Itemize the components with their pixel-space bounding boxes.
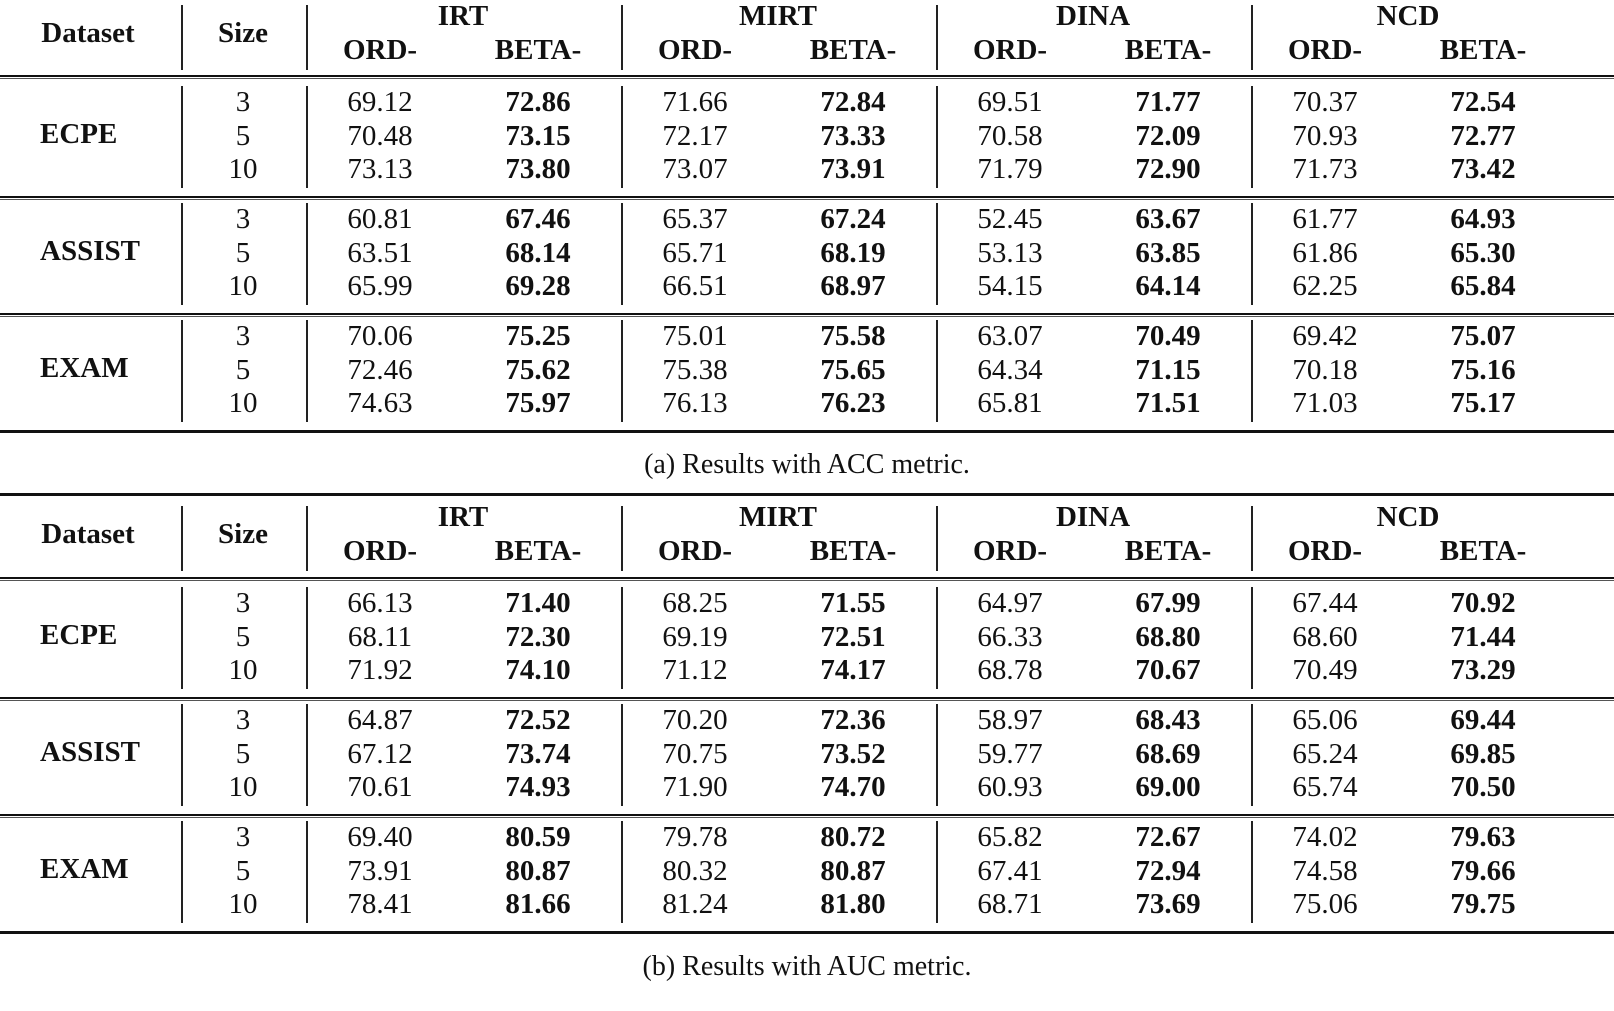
column-divider bbox=[181, 506, 183, 571]
ord-value-cell: 68.60 bbox=[1292, 620, 1358, 653]
beta-value-cell: 72.09 bbox=[1135, 119, 1201, 152]
dataset-name: EXAM bbox=[40, 853, 129, 885]
ord-value-cell: 54.15 bbox=[977, 270, 1043, 302]
column-divider bbox=[306, 506, 308, 571]
column-divider bbox=[936, 704, 938, 806]
size-cell: 10 bbox=[228, 771, 258, 803]
ord-value-cell: 64.87 bbox=[347, 704, 413, 736]
beta-value-cell: 64.14 bbox=[1135, 270, 1201, 302]
column-divider bbox=[181, 704, 183, 806]
ord-value-cell: 66.33 bbox=[977, 620, 1043, 653]
beta-value-cell: 73.91 bbox=[820, 153, 886, 185]
beta-value-cell: 71.40 bbox=[505, 587, 571, 619]
column-divider bbox=[621, 506, 623, 571]
ord-value-cell: 70.18 bbox=[1292, 353, 1358, 386]
beta-value-cell: 76.23 bbox=[820, 387, 886, 419]
size-cell: 10 bbox=[228, 654, 258, 686]
ord-value-cell: 70.93 bbox=[1292, 119, 1358, 152]
beta-value-cell: 68.14 bbox=[505, 236, 571, 269]
beta-value-cell: 73.29 bbox=[1450, 654, 1516, 686]
header-rule-inner bbox=[0, 580, 1614, 581]
beta-value-cell: 65.30 bbox=[1450, 236, 1516, 269]
column-divider bbox=[306, 587, 308, 689]
ord-value-cell: 75.38 bbox=[662, 353, 728, 386]
beta-value-cell: 72.86 bbox=[505, 86, 571, 118]
size-cell: 3 bbox=[235, 320, 251, 352]
beta-value-cell: 71.77 bbox=[1135, 86, 1201, 118]
ord-value-cell: 64.34 bbox=[977, 353, 1043, 386]
ord-value-cell: 74.58 bbox=[1292, 854, 1358, 887]
ord-value-cell: 67.41 bbox=[977, 854, 1043, 887]
size-cell: 10 bbox=[228, 888, 258, 920]
ord-value-cell: 68.71 bbox=[977, 888, 1043, 920]
ord-value-cell: 73.13 bbox=[347, 153, 413, 185]
beta-value-cell: 74.70 bbox=[820, 771, 886, 803]
header-variant: ORD- bbox=[972, 535, 1048, 567]
column-divider bbox=[1251, 506, 1253, 571]
beta-value-cell: 73.74 bbox=[505, 737, 571, 770]
beta-value-cell: 79.63 bbox=[1450, 821, 1516, 853]
beta-value-cell: 75.58 bbox=[820, 320, 886, 352]
ord-value-cell: 74.02 bbox=[1292, 821, 1358, 853]
column-divider bbox=[306, 704, 308, 806]
beta-value-cell: 80.72 bbox=[820, 821, 886, 853]
beta-value-cell: 65.84 bbox=[1450, 270, 1516, 302]
column-divider bbox=[181, 587, 183, 689]
ord-value-cell: 65.99 bbox=[347, 270, 413, 302]
beta-value-cell: 73.69 bbox=[1135, 888, 1201, 920]
ord-value-cell: 65.71 bbox=[662, 236, 728, 269]
header-variant: ORD- bbox=[1287, 34, 1363, 66]
header-variant: ORD- bbox=[972, 34, 1048, 66]
beta-value-cell: 74.93 bbox=[505, 771, 571, 803]
table-bottom-rule bbox=[0, 931, 1614, 934]
beta-value-cell: 79.75 bbox=[1450, 888, 1516, 920]
ord-value-cell: 58.97 bbox=[977, 704, 1043, 736]
beta-value-cell: 72.84 bbox=[820, 86, 886, 118]
header-model: MIRT bbox=[739, 501, 817, 533]
column-divider bbox=[1251, 821, 1253, 923]
ord-value-cell: 65.81 bbox=[977, 387, 1043, 419]
ord-value-cell: 74.63 bbox=[347, 387, 413, 419]
ord-value-cell: 71.73 bbox=[1292, 153, 1358, 185]
size-cell: 10 bbox=[228, 153, 258, 185]
ord-value-cell: 70.75 bbox=[662, 737, 728, 770]
ord-value-cell: 71.12 bbox=[662, 654, 728, 686]
beta-value-cell: 73.15 bbox=[505, 119, 571, 152]
size-cell: 5 bbox=[235, 353, 251, 386]
ord-value-cell: 67.12 bbox=[347, 737, 413, 770]
beta-value-cell: 68.97 bbox=[820, 270, 886, 302]
size-cell: 3 bbox=[235, 704, 251, 736]
beta-value-cell: 67.99 bbox=[1135, 587, 1201, 619]
column-divider bbox=[1251, 587, 1253, 689]
beta-value-cell: 75.16 bbox=[1450, 353, 1516, 386]
header-model: NCD bbox=[1376, 501, 1440, 533]
beta-value-cell: 70.67 bbox=[1135, 654, 1201, 686]
ord-value-cell: 70.49 bbox=[1292, 654, 1358, 686]
ord-value-cell: 69.19 bbox=[662, 620, 728, 653]
ord-value-cell: 71.03 bbox=[1292, 387, 1358, 419]
group-divider bbox=[0, 697, 1614, 699]
ord-value-cell: 70.20 bbox=[662, 704, 728, 736]
beta-value-cell: 80.87 bbox=[820, 854, 886, 887]
header-variant: ORD- bbox=[1287, 535, 1363, 567]
size-cell: 3 bbox=[235, 587, 251, 619]
column-divider bbox=[936, 821, 938, 923]
beta-value-cell: 68.19 bbox=[820, 236, 886, 269]
group-divider bbox=[0, 814, 1614, 816]
beta-value-cell: 72.54 bbox=[1450, 86, 1516, 118]
column-divider bbox=[306, 821, 308, 923]
beta-value-cell: 67.24 bbox=[820, 203, 886, 235]
size-cell: 5 bbox=[235, 854, 251, 887]
column-divider bbox=[1251, 704, 1253, 806]
beta-value-cell: 73.33 bbox=[820, 119, 886, 152]
header-model: DINA bbox=[1055, 0, 1131, 32]
table-caption: (b) Results with AUC metric. bbox=[642, 951, 972, 982]
beta-value-cell: 69.00 bbox=[1135, 771, 1201, 803]
ord-value-cell: 70.48 bbox=[347, 119, 413, 152]
ord-value-cell: 53.13 bbox=[977, 236, 1043, 269]
header-model: MIRT bbox=[739, 0, 817, 32]
dataset-name: ASSIST bbox=[40, 235, 140, 267]
beta-value-cell: 64.93 bbox=[1450, 203, 1516, 235]
size-cell: 5 bbox=[235, 737, 251, 770]
beta-value-cell: 72.94 bbox=[1135, 854, 1201, 887]
beta-value-cell: 72.77 bbox=[1450, 119, 1516, 152]
beta-value-cell: 69.85 bbox=[1450, 737, 1516, 770]
beta-value-cell: 80.59 bbox=[505, 821, 571, 853]
header-variant: BETA- bbox=[1439, 535, 1527, 567]
header-model: IRT bbox=[437, 501, 489, 533]
ord-value-cell: 71.79 bbox=[977, 153, 1043, 185]
header-variant: BETA- bbox=[494, 34, 582, 66]
header-variant: BETA- bbox=[809, 34, 897, 66]
ord-value-cell: 68.78 bbox=[977, 654, 1043, 686]
header-rule bbox=[0, 577, 1614, 579]
size-cell: 3 bbox=[235, 821, 251, 853]
beta-value-cell: 67.46 bbox=[505, 203, 571, 235]
size-cell: 3 bbox=[235, 203, 251, 235]
dataset-name: ECPE bbox=[40, 118, 118, 150]
beta-value-cell: 68.80 bbox=[1135, 620, 1201, 653]
beta-value-cell: 74.17 bbox=[820, 654, 886, 686]
beta-value-cell: 72.30 bbox=[505, 620, 571, 653]
ord-value-cell: 60.81 bbox=[347, 203, 413, 235]
ord-value-cell: 73.07 bbox=[662, 153, 728, 185]
column-divider bbox=[936, 506, 938, 571]
beta-value-cell: 72.90 bbox=[1135, 153, 1201, 185]
ord-value-cell: 63.51 bbox=[347, 236, 413, 269]
ord-value-cell: 52.45 bbox=[977, 203, 1043, 235]
beta-value-cell: 81.66 bbox=[505, 888, 571, 920]
beta-value-cell: 73.80 bbox=[505, 153, 571, 185]
ord-value-cell: 76.13 bbox=[662, 387, 728, 419]
beta-value-cell: 80.87 bbox=[505, 854, 571, 887]
ord-value-cell: 66.51 bbox=[662, 270, 728, 302]
beta-value-cell: 71.44 bbox=[1450, 620, 1516, 653]
column-divider bbox=[621, 821, 623, 923]
ord-value-cell: 65.37 bbox=[662, 203, 728, 235]
dataset-name: EXAM bbox=[40, 352, 129, 384]
table-caption: (a) Results with ACC metric. bbox=[644, 449, 970, 480]
beta-value-cell: 75.97 bbox=[505, 387, 571, 419]
ord-value-cell: 65.06 bbox=[1292, 704, 1358, 736]
beta-value-cell: 70.49 bbox=[1135, 320, 1201, 352]
beta-value-cell: 63.85 bbox=[1135, 236, 1201, 269]
header-variant: BETA- bbox=[1439, 34, 1527, 66]
beta-value-cell: 69.44 bbox=[1450, 704, 1516, 736]
beta-value-cell: 70.92 bbox=[1450, 587, 1516, 619]
ord-value-cell: 72.17 bbox=[662, 119, 728, 152]
beta-value-cell: 79.66 bbox=[1450, 854, 1516, 887]
ord-value-cell: 59.77 bbox=[977, 737, 1043, 770]
header-dataset: Dataset bbox=[41, 518, 135, 550]
beta-value-cell: 75.07 bbox=[1450, 320, 1516, 352]
header-variant: BETA- bbox=[1124, 535, 1212, 567]
group-divider-inner bbox=[0, 817, 1614, 818]
header-size: Size bbox=[218, 518, 268, 550]
beta-value-cell: 71.15 bbox=[1135, 353, 1201, 386]
ord-value-cell: 70.06 bbox=[347, 320, 413, 352]
ord-value-cell: 70.37 bbox=[1292, 86, 1358, 118]
ord-value-cell: 65.82 bbox=[977, 821, 1043, 853]
ord-value-cell: 68.25 bbox=[662, 587, 728, 619]
ord-value-cell: 63.07 bbox=[977, 320, 1043, 352]
beta-value-cell: 69.28 bbox=[505, 270, 571, 302]
beta-value-cell: 71.51 bbox=[1135, 387, 1201, 419]
size-cell: 10 bbox=[228, 270, 258, 302]
beta-value-cell: 72.36 bbox=[820, 704, 886, 736]
ord-value-cell: 60.93 bbox=[977, 771, 1043, 803]
size-cell: 5 bbox=[235, 236, 251, 269]
beta-value-cell: 75.65 bbox=[820, 353, 886, 386]
beta-value-cell: 74.10 bbox=[505, 654, 571, 686]
ord-value-cell: 61.77 bbox=[1292, 203, 1358, 235]
ord-value-cell: 61.86 bbox=[1292, 236, 1358, 269]
header-model: IRT bbox=[437, 0, 489, 32]
ord-value-cell: 72.46 bbox=[347, 353, 413, 386]
beta-value-cell: 72.51 bbox=[820, 620, 886, 653]
dataset-name: ECPE bbox=[40, 619, 118, 651]
beta-value-cell: 81.80 bbox=[820, 888, 886, 920]
header-model: DINA bbox=[1055, 501, 1131, 533]
ord-value-cell: 69.51 bbox=[977, 86, 1043, 118]
beta-value-cell: 73.52 bbox=[820, 737, 886, 770]
ord-value-cell: 67.44 bbox=[1292, 587, 1358, 619]
header-variant: ORD- bbox=[657, 34, 733, 66]
table-top-rule bbox=[0, 493, 1614, 496]
ord-value-cell: 68.11 bbox=[347, 620, 413, 653]
beta-value-cell: 75.62 bbox=[505, 353, 571, 386]
size-cell: 5 bbox=[235, 620, 251, 653]
ord-value-cell: 65.74 bbox=[1292, 771, 1358, 803]
beta-value-cell: 70.50 bbox=[1450, 771, 1516, 803]
ord-value-cell: 71.90 bbox=[662, 771, 728, 803]
ord-value-cell: 71.66 bbox=[662, 86, 728, 118]
ord-value-cell: 70.61 bbox=[347, 771, 413, 803]
header-variant: BETA- bbox=[809, 535, 897, 567]
header-variant: ORD- bbox=[342, 34, 418, 66]
ord-value-cell: 78.41 bbox=[347, 888, 413, 920]
header-variant: BETA- bbox=[1124, 34, 1212, 66]
ord-value-cell: 69.40 bbox=[347, 821, 413, 853]
beta-value-cell: 75.17 bbox=[1450, 387, 1516, 419]
beta-value-cell: 68.43 bbox=[1135, 704, 1201, 736]
ord-value-cell: 73.91 bbox=[347, 854, 413, 887]
beta-value-cell: 63.67 bbox=[1135, 203, 1201, 235]
ord-value-cell: 62.25 bbox=[1292, 270, 1358, 302]
beta-value-cell: 72.52 bbox=[505, 704, 571, 736]
ord-value-cell: 66.13 bbox=[347, 587, 413, 619]
size-cell: 3 bbox=[235, 86, 251, 118]
group-divider-inner bbox=[0, 700, 1614, 701]
ord-value-cell: 65.24 bbox=[1292, 737, 1358, 770]
ord-value-cell: 75.06 bbox=[1292, 888, 1358, 920]
ord-value-cell: 71.92 bbox=[347, 654, 413, 686]
ord-value-cell: 69.42 bbox=[1292, 320, 1358, 352]
header-size: Size bbox=[218, 17, 268, 49]
dataset-name: ASSIST bbox=[40, 736, 140, 768]
column-divider bbox=[181, 821, 183, 923]
column-divider bbox=[621, 704, 623, 806]
ord-value-cell: 69.12 bbox=[347, 86, 413, 118]
ord-value-cell: 80.32 bbox=[662, 854, 728, 887]
beta-value-cell: 72.67 bbox=[1135, 821, 1201, 853]
beta-value-cell: 71.55 bbox=[820, 587, 886, 619]
ord-value-cell: 70.58 bbox=[977, 119, 1043, 152]
header-dataset: Dataset bbox=[41, 17, 135, 49]
ord-value-cell: 79.78 bbox=[662, 821, 728, 853]
ord-value-cell: 64.97 bbox=[977, 587, 1043, 619]
ord-value-cell: 75.01 bbox=[662, 320, 728, 352]
beta-value-cell: 73.42 bbox=[1450, 153, 1516, 185]
beta-value-cell: 68.69 bbox=[1135, 737, 1201, 770]
size-cell: 5 bbox=[235, 119, 251, 152]
header-variant: BETA- bbox=[494, 535, 582, 567]
size-cell: 10 bbox=[228, 387, 258, 419]
header-variant: ORD- bbox=[657, 535, 733, 567]
header-variant: ORD- bbox=[342, 535, 418, 567]
column-divider bbox=[621, 587, 623, 689]
column-divider bbox=[936, 587, 938, 689]
beta-value-cell: 75.25 bbox=[505, 320, 571, 352]
header-model: NCD bbox=[1376, 0, 1440, 32]
ord-value-cell: 81.24 bbox=[662, 888, 728, 920]
